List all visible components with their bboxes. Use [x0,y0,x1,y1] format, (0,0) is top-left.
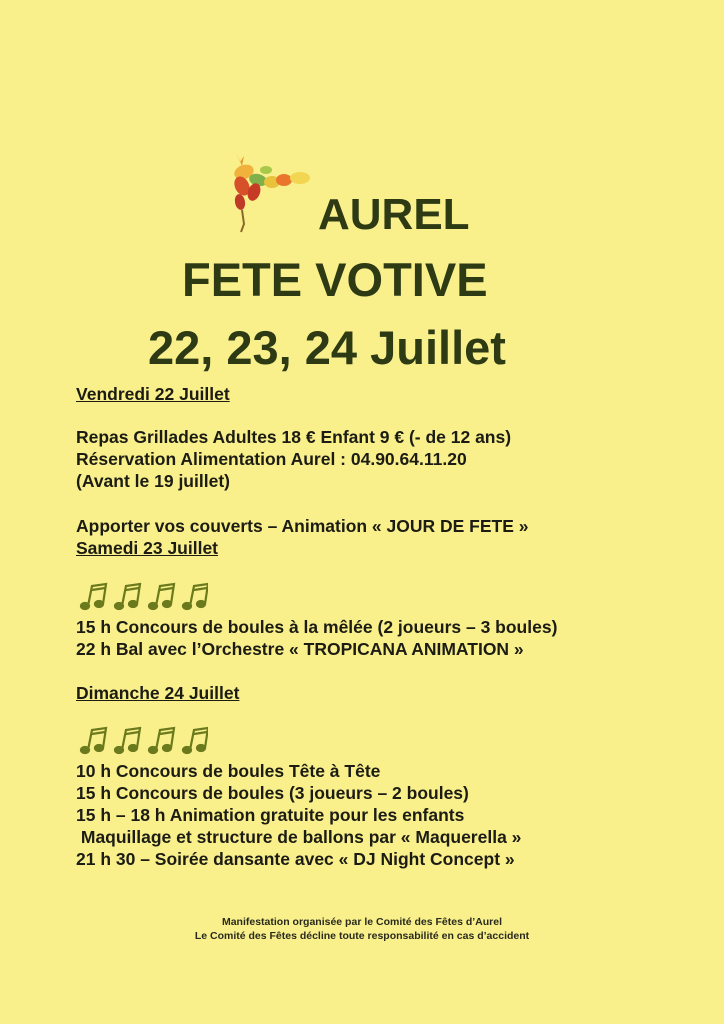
event-name-title: FETE VOTIVE [182,253,488,306]
sunday-line-4: Maquillage et structure de ballons par « Maquerella » [76,827,522,847]
friday-heading: Vendredi 22 Juillet [76,384,230,404]
sunday-details [76,760,521,870]
sunday-section [76,682,239,704]
saturday-line-1: 15 h Concours de boules à la mêlée (2 joueurs – 3 boules) [76,617,558,637]
footer-note [0,915,724,943]
friday-line-3: (Avant le 19 juillet) [76,471,230,491]
footer-organizer: Manifestation organisée par le Comité des Fêtes d’Aurel [221,916,503,928]
friday-line-4: Apporter vos couverts – Animation « JOUR DE FETE » [76,516,529,536]
sunday-heading: Dimanche 24 Juillet [76,683,240,703]
sunday-line-1: 10 h Concours de boules Tête à Tête [76,761,381,781]
sunday-line-3: 15 h – 18 h Animation gratuite pour les enfants [76,805,465,825]
flower-leaves-icon [222,150,322,240]
music-notes-icon [78,726,208,756]
friday-section [76,383,230,405]
friday-details [76,426,511,492]
friday-animation [76,515,529,537]
friday-line-1: Repas Grillades Adultes 18 € Enfant 9 € (- de 12 ans) [76,427,512,447]
event-dates-title: 22, 23, 24 Juillet [148,321,506,374]
footer-disclaimer: Le Comité des Fêtes décline toute responsabilité en cas d’accident [194,930,530,942]
music-notes-icon [78,582,208,612]
saturday-details [76,616,557,660]
sunday-line-5: 21 h 30 – Soirée dansante avec « DJ Night Concept » [76,849,515,869]
saturday-heading: Samedi 23 Juillet [76,538,219,558]
sunday-line-2: 15 h Concours de boules (3 joueurs – 2 boules) [76,783,469,803]
friday-line-2: Réservation Alimentation Aurel : 04.90.64.11.20 [76,449,467,469]
event-place-title: AUREL [318,190,470,239]
saturday-line-2: 22 h Bal avec l’Orchestre « TROPICANA ANIMATION » [76,639,524,659]
saturday-section [76,537,218,559]
